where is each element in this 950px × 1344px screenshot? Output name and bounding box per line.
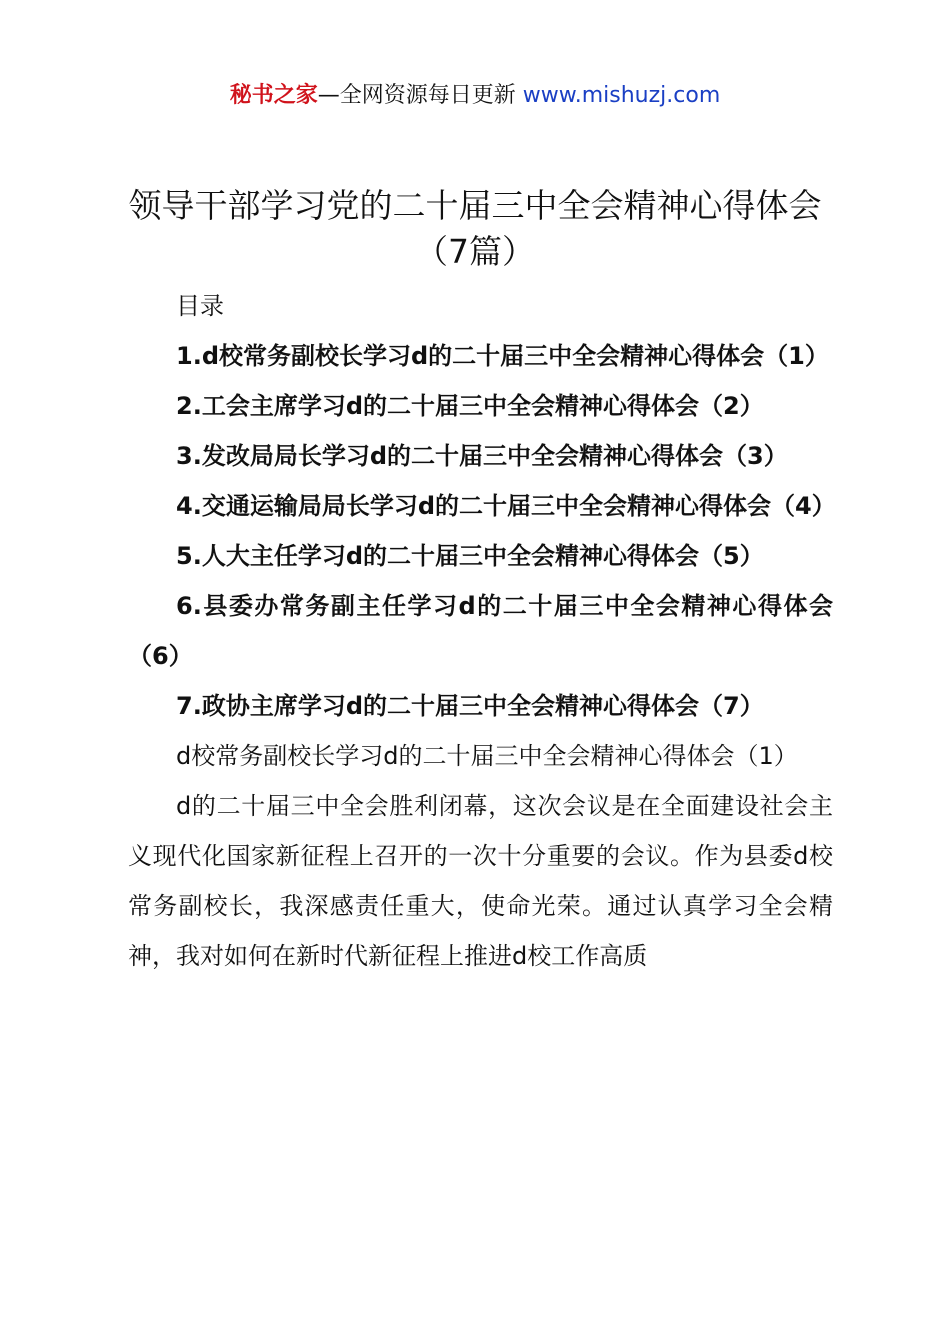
toc-item: 3.发改局局长学习d的二十届三中全会精神心得体会（3） bbox=[176, 442, 788, 470]
toc-heading: 目录 bbox=[176, 292, 224, 320]
brand-name: 秘书之家 bbox=[229, 83, 318, 108]
document-body bbox=[128, 281, 836, 981]
site-banner bbox=[0, 80, 950, 112]
toc-item: 2.工会主席学习d的二十届三中全会精神心得体会（2） bbox=[176, 392, 764, 420]
toc-item: 1.d校常务副校长学习d的二十届三中全会精神心得体会（1） bbox=[176, 342, 829, 370]
toc-item: 4.交通运输局局长学习d的二十届三中全会精神心得体会（4） bbox=[176, 492, 836, 520]
site-url-link[interactable]: www.mishuzj.com bbox=[522, 83, 721, 108]
body-paragraph: d的二十届三中全会胜利闭幕，这次会议是在全面建设社会主义现代化国家新征程上召开的一次十分重要的会议。作为县委d校常务副校长，我深感责任重大，使命光荣。通过认真学习全会精神，我对如何在新时代新征程上推进d校工作高质 bbox=[128, 792, 833, 970]
toc-item: 5.人大主任学习d的二十届三中全会精神心得体会（5） bbox=[176, 542, 764, 570]
section-title: d校常务副校长学习d的二十届三中全会精神心得体会（1） bbox=[176, 742, 798, 770]
document-title: 领导干部学习党的二十届三中全会精神心得体会（7篇） bbox=[128, 186, 822, 271]
toc-item: 7.政协主席学习d的二十届三中全会精神心得体会（7） bbox=[176, 692, 764, 720]
toc-item: 6.县委办常务副主任学习d的二十届三中全会精神心得体会（6） bbox=[128, 592, 833, 670]
banner-slogan: —全网资源每日更新 bbox=[317, 83, 516, 108]
